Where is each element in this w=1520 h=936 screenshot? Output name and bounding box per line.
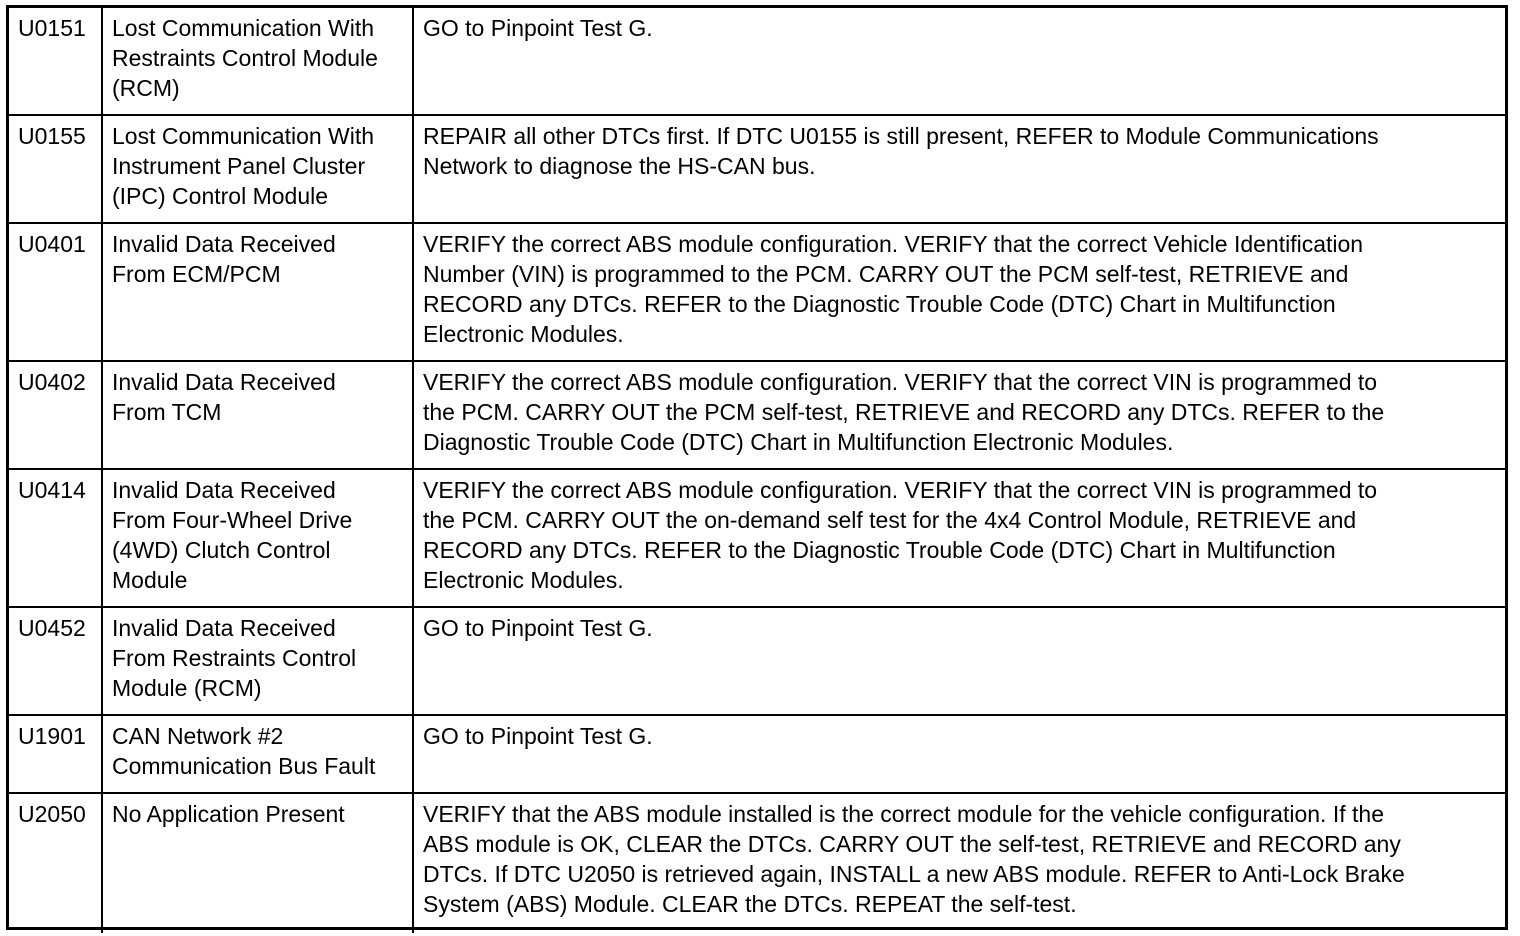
- dtc-description: CAN Network #2 Communication Bus Fault: [102, 715, 413, 793]
- table-row: [9, 223, 1505, 361]
- table-row: [9, 469, 1505, 607]
- dtc-description: Invalid Data Received From Restraints Control Module (RCM): [102, 607, 413, 715]
- dtc-description: Lost Communication With Restraints Control Module (RCM): [102, 8, 413, 115]
- dtc-description: Invalid Data Received From TCM: [102, 361, 413, 469]
- dtc-code: U0155: [9, 115, 102, 223]
- dtc-action: REPAIR all other DTCs first. If DTC U0155 is still present, REFER to Module Communications Network to diagnose the HS-CAN bus.: [413, 115, 1505, 223]
- dtc-action: GO to Pinpoint Test G.: [413, 607, 1505, 715]
- dtc-description: Invalid Data Received From ECM/PCM: [102, 223, 413, 361]
- dtc-action: GO to Pinpoint Test G.: [413, 8, 1505, 115]
- table-row: [9, 115, 1505, 223]
- dtc-description: No Application Present: [102, 793, 413, 933]
- dtc-description: Invalid Data Received From Four-Wheel Drive (4WD) Clutch Control Module: [102, 469, 413, 607]
- dtc-action: VERIFY the correct ABS module configuration. VERIFY that the correct VIN is programmed to the PCM. CARRY OUT the PCM self-test, RETRIEVE and RECORD any DTCs. REFER to the Diagnostic Trouble Code (DTC) Chart in Multifunction Electronic Modules.: [413, 361, 1505, 469]
- dtc-action: VERIFY the correct ABS module configuration. VERIFY that the correct Vehicle Identification Number (VIN) is programmed to the PCM. CARRY OUT the PCM self-test, RETRIEVE and RECORD any DTCs. REFER to the Diagnostic Trouble Code (DTC) Chart in Multifunction Electronic Modules.: [413, 223, 1505, 361]
- dtc-action: VERIFY that the ABS module installed is the correct module for the vehicle configuration. If the ABS module is OK, CLEAR the DTCs. CARRY OUT the self-test, RETRIEVE and RECORD any DTCs. If DTC U2050 is retrieved again, INSTALL a new ABS module. REFER to Anti-Lock Brake System (ABS) Module. CLEAR the DTCs. REPEAT the self-test.: [413, 793, 1505, 933]
- dtc-action: GO to Pinpoint Test G.: [413, 715, 1505, 793]
- table-row: [9, 607, 1505, 715]
- dtc-code: U2050: [9, 793, 102, 933]
- dtc-action: VERIFY the correct ABS module configuration. VERIFY that the correct VIN is programmed to the PCM. CARRY OUT the on-demand self test for the 4x4 Control Module, RETRIEVE and RECORD any DTCs. REFER to the Diagnostic Trouble Code (DTC) Chart in Multifunction Electronic Modules.: [413, 469, 1505, 607]
- dtc-code: U1901: [9, 715, 102, 793]
- dtc-code: U0401: [9, 223, 102, 361]
- table-row: [9, 8, 1505, 115]
- dtc-code: U0402: [9, 361, 102, 469]
- table-row: [9, 793, 1505, 933]
- dtc-table: [9, 8, 1505, 933]
- table-row: [9, 715, 1505, 793]
- dtc-code: U0414: [9, 469, 102, 607]
- dtc-code: U0452: [9, 607, 102, 715]
- table-row: [9, 361, 1505, 469]
- dtc-description: Lost Communication With Instrument Panel Cluster (IPC) Control Module: [102, 115, 413, 223]
- dtc-code: U0151: [9, 8, 102, 115]
- dtc-table-container: [6, 5, 1508, 930]
